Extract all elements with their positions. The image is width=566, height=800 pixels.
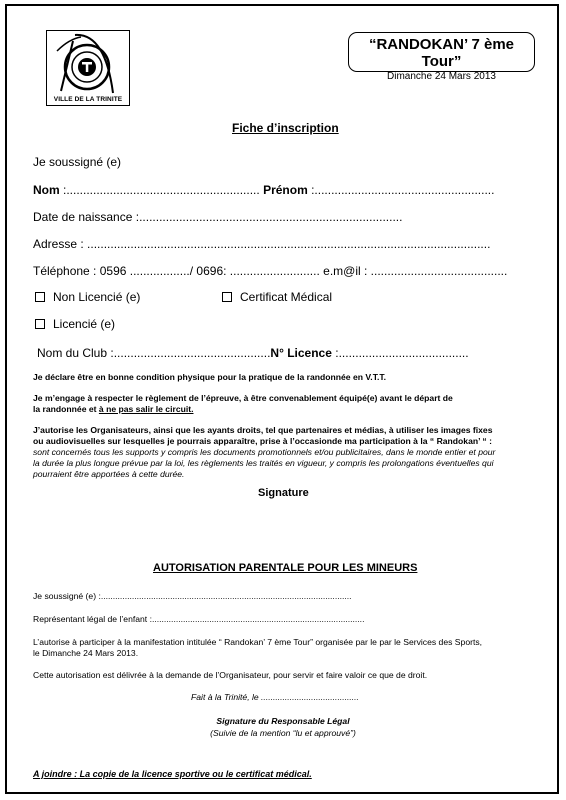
joindre-text: La copie de la licence sportive ou le certificat médical.: [77, 769, 312, 779]
nom-field[interactable]: [33, 183, 494, 197]
autorisation-images-text: [33, 425, 543, 480]
joindre-line: [33, 769, 312, 779]
event-date: Dimanche 24 Mars 2013: [387, 71, 496, 82]
non-licencie-checkbox[interactable]: [35, 292, 45, 302]
autorise-line-2: ou audiovisuelles sur lesquelles je pourrais apparaître, prise à l’occasionde ma participation à la “ Randokan’ “ :: [33, 436, 492, 446]
club-field[interactable]: [37, 346, 469, 360]
non-licencie-label: Non Licencié (e): [53, 290, 141, 304]
club-label: Nom du Club :...............................................: [37, 346, 271, 360]
certificat-checkbox[interactable]: [222, 292, 232, 302]
parental-autorise-line-1: L’autorise à participer à la manifestation intitulée “ Randokan’ 7 ème Tour” organisée par le par le Services des Sports,: [33, 637, 483, 647]
representant-field[interactable]: Représentant légal de l’enfant :.........................................................................................: [33, 614, 365, 624]
declaration-text: Je déclare être en bonne condition physique pour la pratique de la randonnée en V.T.T.: [33, 372, 387, 382]
adresse-field[interactable]: Adresse : .........................................................................................................................: [33, 237, 491, 251]
logo-caption: VILLE DE LA TRINITE: [53, 96, 123, 103]
autorise-line-3: sont concernés tous les supports y compris les documents promotionnels et/ou publicitaires, dans le monde entier et pour: [33, 447, 496, 457]
autorise-line-1: J’autorise les Organisateurs, ainsi que les ayants droits, tel que partenaires et médias, à utiliser les images fixes: [33, 425, 493, 435]
engagement-line-2b: à ne pas salir le circuit.: [98, 404, 194, 414]
signature-label: Signature: [258, 487, 309, 499]
responsable-signature-note: (Suivie de la mention “lu et approuvé”): [210, 728, 356, 738]
prenom-label: Prénom: [263, 183, 308, 197]
fait-field[interactable]: Fait à la Trinité, le .........................................: [191, 692, 359, 702]
parental-autorise-text: [33, 637, 543, 659]
licencie-label: Licencié (e): [53, 317, 116, 331]
telephone-field[interactable]: Téléphone : 0596 ................../ 0696: ........................... e.m@il : .........................................: [33, 264, 508, 278]
engagement-text: [33, 393, 543, 415]
nom-label: Nom: [33, 183, 60, 197]
prenom-dots[interactable]: :......................................................: [307, 183, 495, 197]
certificat-label: Certificat Médical: [240, 290, 333, 304]
non-licencie-option[interactable]: [35, 290, 140, 304]
engagement-line-1: Je m’engage à respecter le règlement de l’épreuve, à être convenablement équipé(e) avant le départ de: [33, 393, 453, 403]
licencie-option[interactable]: [35, 317, 115, 331]
certificat-option[interactable]: [222, 290, 332, 304]
autorise-line-5: pourraient être apportées à cette durée.: [33, 469, 185, 479]
licence-label: N° Licence: [270, 346, 332, 360]
parental-autorise-line-2: le Dimanche 24 Mars 2013.: [33, 648, 139, 658]
autorise-line-4: la durée la plus longue prévue par la loi, les règlements les traités en vigueur, y compris les prolongations éventuelles qui: [33, 458, 494, 468]
nom-dots: :..........................................................: [59, 183, 260, 197]
parental-soussigne-field[interactable]: Je soussigné (e) :.........................................................................................................: [33, 591, 352, 601]
delivree-text: Cette autorisation est délivrée à la demande de l’Organisateur, pour servir et faire valoir ce que de droit.: [33, 670, 428, 680]
licencie-checkbox[interactable]: [35, 319, 45, 329]
city-logo: [46, 30, 130, 106]
engagement-line-2: [33, 404, 543, 415]
naissance-field[interactable]: Date de naissance :...............................................................................: [33, 210, 403, 224]
licence-dots[interactable]: :.......................................: [331, 346, 469, 360]
responsable-signature-title: Signature du Responsable Légal: [216, 716, 350, 726]
event-box: [348, 32, 535, 82]
joindre-label: A joindre :: [33, 769, 78, 779]
form-title: Fiche d’inscription: [232, 121, 339, 135]
event-title: “RANDOKAN’ 7 ème Tour”: [368, 36, 515, 70]
parental-title: AUTORISATION PARENTALE POUR LES MINEURS: [153, 562, 418, 574]
soussigne-label: Je soussigné (e): [33, 155, 122, 169]
engagement-line-2a: la randonnée et: [33, 404, 99, 414]
